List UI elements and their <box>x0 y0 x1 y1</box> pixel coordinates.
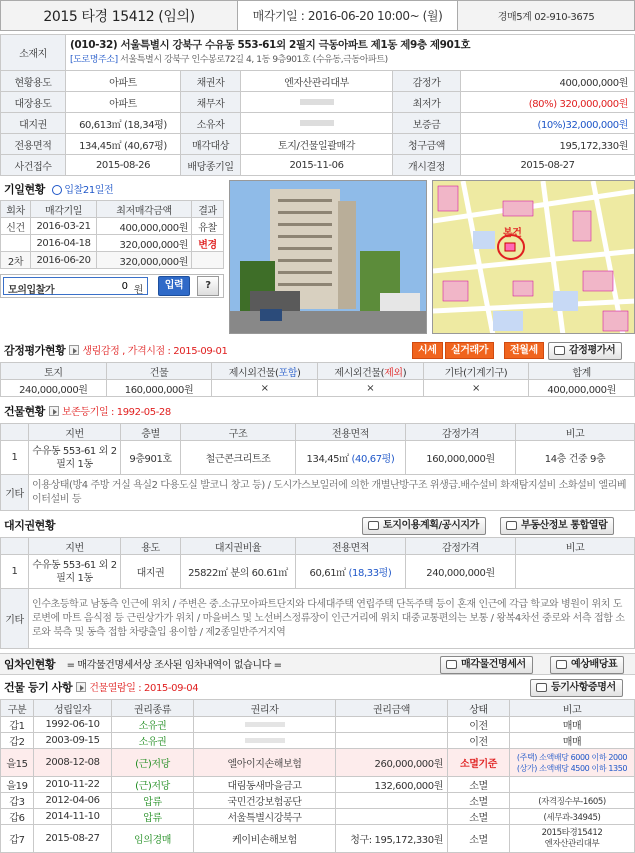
dividend-table-button[interactable]: 예상배당표 <box>550 656 624 674</box>
real-transaction-button[interactable]: 실거래가 <box>445 342 494 359</box>
owner-redacted <box>241 113 393 134</box>
building-table: 지번 층별 구조 전용면적 감정가격 비고 1 수유동 553-61 외 2필지 1동 9층901호 철근콘크리트조 134,45㎡ (40,67평) 160,000,000원 14층 건중 9층 기타 이용상태(방4 주방 거실 욕실2 다용도실 발코니 창고 등) / 도시가스보일러에 의한 개별난방구조 위생급.배수설비 화재탐지설비 소화설비 엘리베이터설비 등 <box>0 423 635 511</box>
col-header: 회차 <box>1 201 31 218</box>
registry-row: 갑3 2012-04-06 압류 국민건강보험공단 소멸 (자격징수부-1605) <box>1 793 635 809</box>
debtor-redacted <box>241 92 393 113</box>
address-main: (010-32) 서울특별시 강북구 수유동 553-61외 2필지 극동아파트 제1동 제9층 제901호 <box>70 38 471 51</box>
info-label: 채권자 <box>181 71 241 92</box>
appraisal-subtitle: 생림감정 , 가격시점 : 2015-09-01 <box>69 346 227 357</box>
info-label: 감정가 <box>393 71 461 92</box>
registry-row: 갑6 2014-11-10 압류 서울특별시강북구 소멸 (세무과-34945) <box>1 809 635 825</box>
appraisal-report-button[interactable]: 감정평가서 <box>548 342 622 360</box>
history-table <box>0 200 224 269</box>
mock-bid-submit-button[interactable]: 입력 <box>158 276 190 296</box>
map-subject-label: 본건 <box>503 228 522 239</box>
case-title: 2015 타경 15412 (임의) <box>1 1 238 31</box>
arrow-icon <box>49 406 59 416</box>
info-label: 사건접수 <box>1 155 66 176</box>
history-row: 2016-04-18 320,000,000원 변경 <box>1 235 224 252</box>
mock-bid-box <box>0 274 224 298</box>
info-row <box>1 134 635 155</box>
info-value: 아파트 <box>66 71 181 92</box>
document-icon <box>368 521 379 530</box>
info-row <box>1 155 635 176</box>
tenant-header <box>0 653 635 675</box>
tenant-title: 임차인현황 <box>4 658 56 671</box>
info-row <box>1 113 635 134</box>
registry-row: 갑2 2003-09-15 소유권 이전 매매 <box>1 733 635 749</box>
mock-bid-label: 모의입찰가 <box>8 285 55 296</box>
info-label: 최저가 <box>393 92 461 113</box>
deposit: (10%)32,000,000원 <box>461 113 635 134</box>
document-icon <box>556 660 567 669</box>
info-row <box>1 71 635 92</box>
property-photo[interactable] <box>229 180 427 334</box>
clock-icon <box>52 185 62 195</box>
info-label: 청구금액 <box>393 134 461 155</box>
building-subtitle: 보존등기일 : 1992-05-28 <box>49 407 171 418</box>
info-label: 매각대상 <box>181 134 241 155</box>
land-etc-row: 기타 인수초등학교 남동측 인근에 위치 / 주변은 중.소규모아파트단지와 다세대주택 연립주택 단독주택 등이 혼재 인근에 각급 학교와 병원이 위치 도로변에 마트 음식점 등 근린상가가 위치 / 마을버스 및 노선버스정류장이 인근거리에 위치 대중교통편의는 보통 / 왕복4차선 중로와 서측 접함 소로와 북측 및 동측 접함 차량출입 용이함 / 제2종일반주거지역 <box>1 589 635 649</box>
info-label: 개시결정 <box>393 155 461 176</box>
case-header <box>0 0 635 31</box>
land-row: 1 수유동 553-61 외 2필지 1동 대지권 25822㎡ 분의 60.61㎡ 60,61㎡ (18,33평) 240,000,000원 <box>1 555 635 589</box>
land-use-plan-button[interactable]: 토지이용계획/공시지가 <box>362 517 486 535</box>
info-label: 전용면적 <box>1 134 66 155</box>
location-map[interactable] <box>432 180 635 334</box>
registry-subtitle: 건물열람일 : 2015-09-04 <box>76 683 198 694</box>
road-address: 서울특별시 강북구 인수봉로72길 4, 1동 9층901호 (수유동,극동아파트) <box>120 54 388 65</box>
appraisal-title: 감정평가현황 <box>4 344 66 357</box>
property-info-table <box>0 34 635 176</box>
history-row: 신건 2016-03-21 400,000,000원 유찰 <box>1 218 224 235</box>
market-price-button[interactable]: 시세 <box>412 342 443 359</box>
mock-bid-input[interactable] <box>66 279 128 293</box>
claim-amount: 195,172,330원 <box>461 134 635 155</box>
building-etc-row: 기타 이용상태(방4 주방 거실 욕실2 다용도실 발코니 창고 등) / 도시가스보일러에 의한 개별난방구조 위생급.배수설비 화재탐지설비 소화설비 엘리베이터설비 등 <box>1 475 635 511</box>
info-row <box>1 92 635 113</box>
court-info: 경매5계 02-910-3675 <box>458 1 635 31</box>
info-value: 2015-11-06 <box>241 155 393 176</box>
info-label: 소유자 <box>181 113 241 134</box>
appraisal-header <box>0 340 635 362</box>
land-title: 대지권현황 <box>4 519 56 532</box>
registry-row: 갑1 1992-06-10 소유권 이전 매매 <box>1 717 635 733</box>
sale-date: 매각기일 : 2016-06-20 10:00~ (월) <box>238 1 458 31</box>
document-icon <box>554 346 565 355</box>
address-label: 소재지 <box>1 35 66 71</box>
info-value: 134,45㎡ (40,67평) <box>66 134 181 155</box>
history-row-current: 2차 2016-06-20 320,000,000원 <box>1 252 224 269</box>
map-image <box>433 181 635 334</box>
col-header: 매각기일 <box>31 201 97 218</box>
info-label: 채무자 <box>181 92 241 113</box>
info-label: 대지권 <box>1 113 66 134</box>
building-photo-image <box>230 181 427 334</box>
history-section <box>0 180 635 338</box>
col-header: 최저매각금액 <box>97 201 192 218</box>
document-icon <box>446 660 457 669</box>
sale-spec-button[interactable]: 매각물건명세서 <box>440 656 533 674</box>
building-header <box>0 401 635 423</box>
info-label: 보증금 <box>393 113 461 134</box>
info-value: 2015-08-26 <box>66 155 181 176</box>
help-button[interactable]: ? <box>197 276 219 296</box>
road-address-tag[interactable]: [도로명주소] <box>70 54 118 65</box>
info-value: 토지/건물일괄매각 <box>241 134 393 155</box>
arrow-icon <box>76 682 86 692</box>
building-row: 1 수유동 553-61 외 2필지 1동 9층901호 철근콘크리트조 134,45㎡ (40,67평) 160,000,000원 14층 건중 9층 <box>1 441 635 475</box>
real-estate-info-button[interactable]: 부동산정보 통합열람 <box>500 517 614 535</box>
info-label: 대장용도 <box>1 92 66 113</box>
info-label: 현황용도 <box>1 71 66 92</box>
history-title: 기일현황 <box>4 183 45 196</box>
registry-row-base: 을15 2008-12-08 (근)저당 엘아이지손해보험 260,000,000원 소멸기준 (주택) 소액배당 6000 이하 2000 (상가) 소액배당 4500 이하 1350 <box>1 749 635 777</box>
land-table: 지번 용도 대지권비율 전용면적 감정가격 비고 1 수유동 553-61 외 2필지 1동 대지권 25822㎡ 분의 60.61㎡ 60,61㎡ (18,33평) 240,000,000원 기타 인수초등학교 남동측 인근에 위치 / 주변은 중.소규모아파트단지와 다세대주택 연립주택 단독주택 등이 혼재 인근에 각급 학교와 병원이 위치 도로변에 마트 음식점 등 근린상가가 위치 / 마을버스 및 노선버스정류장이 인근거리에 위치 대중교통편의는 보통 / 왕복4차선 중로와 서측 접함 소로와 북측 및 동측 접함 차량출입 용이함 / 제2종일반주거지역 <box>0 537 635 649</box>
info-value: 2015-08-27 <box>461 155 635 176</box>
document-icon <box>536 683 547 692</box>
registry-table: 구분 성립일자 권리종류 권리자 권리금액 상태 비고 갑1 1992-06-10 소유권 이전 매매 갑2 2003-09-15 소유권 이전 매매 을15 2008-12-08 (근)저당 엘아이지손해보험 260,000,000원 소멸기준 (주택) 소액배당 6000 이하 2000 (상가) 소액배당 4500 이하 1350 을19 2010-11-22 (근)저당 대림동새마을금고 132,600,000원 소멸 갑3 2012-04-06 압류 국민건강보험공단 소멸 (자격징수부-1605) 갑6 2014-11-10 압류 서울특별시강북구 소멸 (세무과-34945) 갑7 2015-08-27 임의경매 케이비손해보험 청구: 195,172,330원 소멸 2015타경15412 엔자산관리대부 <box>0 699 635 853</box>
registry-row: 갑7 2015-08-27 임의경매 케이비손해보험 청구: 195,172,330원 소멸 2015타경15412 엔자산관리대부 <box>1 825 635 853</box>
mock-bid-wrapper <box>3 277 148 295</box>
appraisal-price: 400,000,000원 <box>461 71 635 92</box>
creditor: 엔자산관리대부 <box>241 71 393 92</box>
minimum-price: (80%) 320,000,000원 <box>461 92 635 113</box>
bid-countdown: 입찰21일전 <box>52 185 113 196</box>
registry-row: 을19 2010-11-22 (근)저당 대림동새마을금고 132,600,000원 소멸 <box>1 777 635 793</box>
holder-redacted <box>194 717 336 733</box>
col-header: 제시외건물(포함) <box>212 363 318 380</box>
appraisal-table: 토지 건물 제시외건물(포함) 제시외건물(제외) 기타(기계기구) 합계 240,000,000원 160,000,000원 × × × 400,000,000원 <box>0 362 635 397</box>
col-header: 결과 <box>192 201 224 218</box>
appraisal-values: 240,000,000원 160,000,000원 × × × 400,000,000원 <box>1 380 635 397</box>
registry-certificate-button[interactable]: 등기사항증명서 <box>530 679 623 697</box>
mock-bid-unit: 원 <box>133 285 143 296</box>
rent-button[interactable]: 전월세 <box>504 342 544 359</box>
building-title: 건물현황 <box>4 405 45 418</box>
registry-title: 건물 등기 사항 <box>4 681 73 694</box>
holder-redacted <box>194 733 336 749</box>
info-value: 60,613㎡ (18,34평) <box>66 113 181 134</box>
registry-header <box>0 677 635 699</box>
info-label: 배당종기일 <box>181 155 241 176</box>
info-value: 아파트 <box>66 92 181 113</box>
col-header: 제시외건물(제외) <box>317 363 423 380</box>
tenant-notice: = 매각물건명세서상 조사된 임차내역이 없습니다 = <box>66 660 282 671</box>
land-header <box>0 515 635 537</box>
arrow-icon <box>69 345 79 355</box>
document-icon <box>506 521 517 530</box>
